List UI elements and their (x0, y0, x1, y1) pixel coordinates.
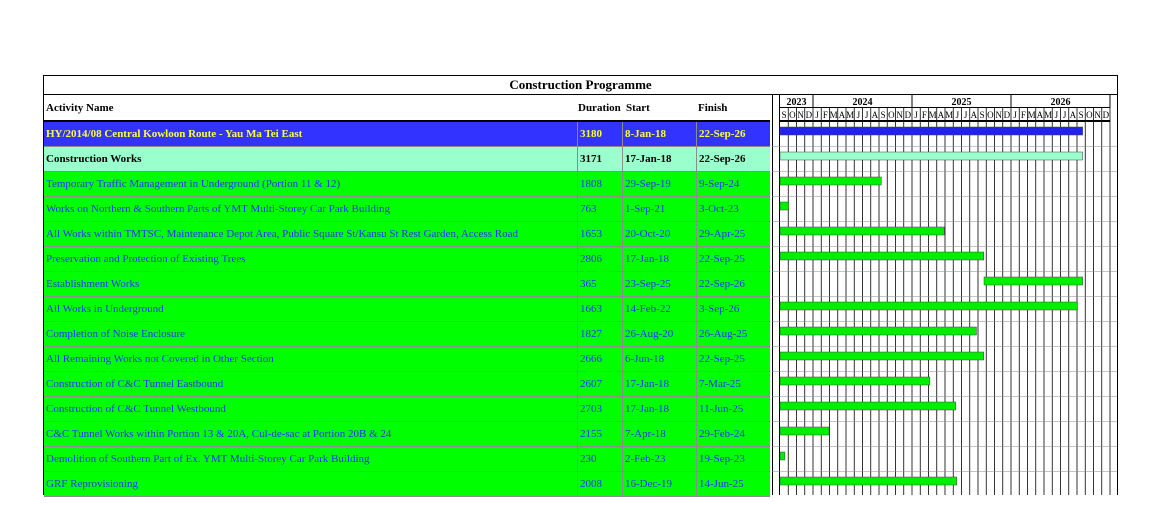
activity-start: 17-Jan-18 (622, 247, 698, 271)
month-label: J (1054, 110, 1059, 120)
month-label: D (805, 110, 813, 120)
month-label: M (928, 110, 937, 120)
year-label: 2024 (852, 97, 873, 108)
activity-name: Construction of C&C Tunnel Westbound (46, 403, 226, 415)
month-label: S (1078, 110, 1084, 120)
activity-start: 16-Dec-19 (622, 472, 698, 496)
activity-row[interactable] (44, 197, 770, 222)
activity-start: 17-Jan-18 (622, 147, 698, 171)
activity-duration: 1827 (577, 322, 624, 346)
activity-name: All Works within TMTSC, Maintenance Depot Area, Public Square St/Kansu St Rest Garden, Access Road (46, 228, 518, 240)
activity-row[interactable] (44, 422, 770, 447)
activity-name: HY/2014/08 Central Kowloon Route - Yau Ma Tei East (46, 128, 303, 140)
activity-start: 26-Aug-20 (622, 322, 698, 346)
year-label: 2023 (786, 97, 807, 108)
month-label: M (945, 110, 954, 120)
month-label: N (896, 110, 903, 120)
month-label: F (921, 110, 927, 120)
month-label: M (1044, 110, 1053, 120)
activity-finish: 14-Jun-25 (696, 472, 771, 496)
gantt-bar (780, 452, 785, 460)
month-label: O (888, 110, 895, 120)
activity-duration: 2666 (577, 347, 624, 371)
activity-name: All Remaining Works not Covered in Other Section (46, 353, 274, 365)
gantt-bar (780, 377, 930, 385)
gantt-bar (780, 402, 956, 410)
activity-duration: 1653 (577, 222, 624, 246)
activity-start: 1-Sep-21 (622, 197, 698, 221)
gantt-bar (780, 127, 1083, 135)
gantt-bar (780, 477, 957, 485)
activity-name: All Works in Underground (46, 303, 164, 315)
month-label: F (1020, 110, 1026, 120)
activity-duration: 1808 (577, 172, 624, 196)
column-header-finish: Finish (698, 102, 728, 114)
activity-row[interactable] (44, 397, 770, 422)
activity-row[interactable] (44, 347, 770, 372)
activity-duration: 2607 (577, 372, 624, 396)
activity-duration: 230 (577, 447, 624, 471)
month-label: M (829, 110, 838, 120)
month-label: A (937, 110, 945, 120)
activity-finish: 22-Sep-25 (696, 347, 771, 371)
gantt-timeline (772, 95, 1117, 495)
gantt-bar (780, 427, 829, 435)
activity-finish: 19-Sep-23 (696, 447, 771, 471)
month-label: A (1036, 110, 1044, 120)
column-header-duration: Duration (578, 102, 621, 114)
activity-row[interactable] (44, 172, 770, 197)
month-label: D (1102, 110, 1110, 120)
activity-finish: 22-Sep-26 (696, 272, 771, 296)
activity-finish: 11-Jun-25 (696, 397, 771, 421)
section-row[interactable] (44, 147, 770, 172)
month-label: J (864, 110, 869, 120)
activity-finish: 3-Oct-23 (696, 197, 771, 221)
activity-finish: 9-Sep-24 (696, 172, 771, 196)
activity-row[interactable] (44, 472, 770, 497)
activity-start: 7-Apr-18 (622, 422, 698, 446)
month-label: A (838, 110, 846, 120)
gantt-bar (780, 152, 1083, 160)
month-label: O (1086, 110, 1093, 120)
gantt-bar (780, 302, 1077, 310)
month-label: O (987, 110, 994, 120)
activity-finish: 3-Sep-26 (696, 297, 771, 321)
month-label: D (904, 110, 912, 120)
year-label: 2025 (951, 97, 972, 108)
month-label: N (995, 110, 1002, 120)
activity-finish: 29-Feb-24 (696, 422, 771, 446)
gantt-svg (772, 95, 1117, 495)
activity-start: 2-Feb-23 (622, 447, 698, 471)
activity-start: 6-Jun-18 (622, 347, 698, 371)
month-label: O (789, 110, 796, 120)
gantt-bar (780, 177, 881, 185)
month-label: A (970, 110, 978, 120)
activity-name: Works on Northern & Southern Parts of YMT Multi-Storey Car Park Building (46, 203, 391, 215)
activity-start: 17-Jan-18 (622, 397, 698, 421)
activity-row[interactable] (44, 222, 770, 247)
year-label: 2026 (1050, 97, 1071, 108)
activity-start: 17-Jan-18 (622, 372, 698, 396)
activity-finish: 22-Sep-26 (696, 147, 771, 171)
activity-duration: 3171 (577, 147, 624, 171)
month-label: M (1027, 110, 1036, 120)
gantt-bar (780, 352, 984, 360)
month-label: F (822, 110, 828, 120)
project-row[interactable] (44, 122, 770, 147)
activity-start: 20-Oct-20 (622, 222, 698, 246)
month-label: J (815, 110, 819, 120)
activity-finish: 29-Apr-25 (696, 222, 771, 246)
activity-name: Construction Works (46, 153, 142, 165)
month-label: J (1013, 110, 1017, 120)
gantt-bar (780, 202, 789, 210)
gantt-bar (984, 277, 1083, 285)
activity-duration: 3180 (577, 122, 624, 146)
activity-finish: 22-Sep-26 (696, 122, 771, 146)
activity-name: C&C Tunnel Works within Portion 13 & 20A, Cul-de-sac at Portion 20B & 24 (46, 428, 392, 440)
activity-duration: 2703 (577, 397, 624, 421)
activity-start: 29-Sep-19 (622, 172, 698, 196)
activity-row[interactable] (44, 272, 770, 297)
activity-name: Temporary Traffic Management in Underground (Portion 11 & 12) (46, 178, 341, 190)
activity-row[interactable] (44, 247, 770, 272)
activity-name: Demolition of Southern Part of Ex. YMT Multi-Storey Car Park Building (46, 453, 370, 465)
chart-title: Construction Programme (44, 76, 1117, 95)
activity-name: Preservation and Protection of Existing Trees (46, 253, 246, 265)
activity-row[interactable] (44, 322, 770, 347)
activity-duration: 365 (577, 272, 624, 296)
month-label: M (846, 110, 855, 120)
column-header-start: Start (626, 102, 650, 114)
month-label: S (880, 110, 886, 120)
activity-duration: 2155 (577, 422, 624, 446)
month-label: J (963, 110, 968, 120)
activity-name: Completion of Noise Enclosure (46, 328, 186, 340)
month-label: J (856, 110, 861, 120)
gantt-bar (780, 252, 984, 260)
activity-duration: 1663 (577, 297, 624, 321)
activity-finish: 22-Sep-25 (696, 247, 771, 271)
activity-name: Construction of C&C Tunnel Eastbound (46, 378, 224, 390)
activity-duration: 763 (577, 197, 624, 221)
month-label: S (781, 110, 787, 120)
month-label: J (1062, 110, 1067, 120)
activity-row[interactable] (44, 297, 770, 322)
gantt-bar (780, 227, 944, 235)
month-label: N (1094, 110, 1101, 120)
column-header-activity: Activity Name (46, 102, 114, 114)
activity-row[interactable] (44, 447, 770, 472)
month-label: A (871, 110, 879, 120)
month-label: J (914, 110, 918, 120)
month-label: N (797, 110, 804, 120)
activity-start: 8-Jan-18 (622, 122, 698, 146)
activity-finish: 26-Aug-25 (696, 322, 771, 346)
activity-start: 14-Feb-22 (622, 297, 698, 321)
activity-name: GRF Reprovisioning (46, 478, 138, 490)
month-label: D (1003, 110, 1011, 120)
month-label: J (955, 110, 960, 120)
gantt-bar (780, 327, 976, 335)
activity-duration: 2806 (577, 247, 624, 271)
activity-start: 23-Sep-25 (622, 272, 698, 296)
activity-finish: 7-Mar-25 (696, 372, 771, 396)
activity-row[interactable] (44, 372, 770, 397)
construction-programme-chart (43, 75, 1118, 495)
activity-duration: 2008 (577, 472, 624, 496)
activity-name: Establishment Works (46, 278, 140, 290)
month-label: A (1069, 110, 1077, 120)
month-label: S (979, 110, 985, 120)
